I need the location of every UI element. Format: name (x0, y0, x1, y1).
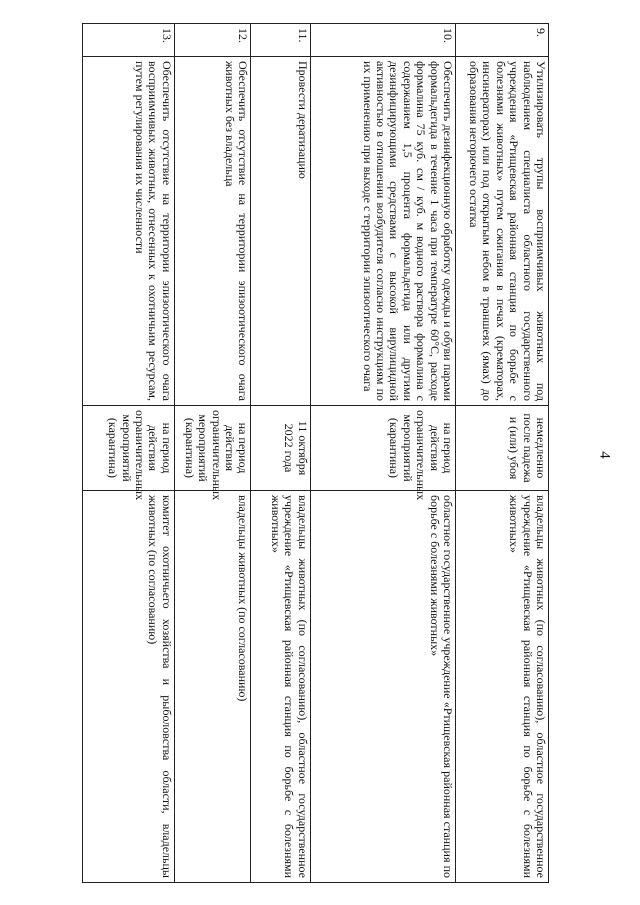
measures-table (82, 23, 549, 883)
table-row (456, 24, 549, 883)
deadline-cell: немедленно после падежа и (или) убоя (456, 406, 549, 491)
rotated-table-container (82, 23, 549, 883)
deadline-cell: 11 октября 2022 года (251, 406, 310, 491)
row-number: 10. (310, 24, 455, 57)
page-number: 4 (596, 451, 613, 459)
row-number: 11. (251, 24, 310, 57)
row-number: 9. (456, 24, 549, 57)
table-row (251, 24, 310, 883)
action-cell: Обеспечить отсутствие на территории эпизоотического очага животных без владельца (174, 57, 251, 406)
deadline-cell: на период действия ограничительных мероприятий (карантина) (310, 406, 455, 491)
executor-cell: владельцы животных (по согласованию), областное государственное учреждение «Ртищевская районная станция по борьбе с болезнями животных» (251, 491, 310, 883)
action-cell: Провести дератизацию (251, 57, 310, 406)
row-number: 13. (83, 24, 175, 57)
executor-cell: владельцы животных (по согласованию), областное государственное учреждение «Ртищевская районная станция по борьбе с болезнями животных» (456, 491, 549, 883)
action-cell: Утилизировать трупы восприимчивых животных под наблюдением специалиста областного государственного учреждения «Ртищевская районная станция по борьбе с болезнями животных» путем сжигания в печах (крематорах, инсинераторах) или под открытым небом в траншеях (ямах) до образования негорючего остатка (456, 57, 549, 406)
executor-cell: владельцы животных (по согласованию) (174, 491, 251, 883)
action-cell: Обеспечить отсутствие на территории эпизоотического очага восприимчивых животных, отнесенных к охотничьим ресурсам, путем регулирования их численности (83, 57, 175, 406)
table-row (174, 24, 251, 883)
executor-cell: областное государственное учреждение «Ртищевская районная станция по борьбе с болезнями животных» (310, 491, 455, 883)
executor-cell: комитет охотничьего хозяйства и рыболовства области, владельцы животных (по согласованию) (83, 491, 175, 883)
table-row (310, 24, 455, 883)
action-cell: Обеспечить дезинфекционную обработку одежды и обуви парами формальдегида в течение 1 часа при температуре 60°С, расходе формалина 75 куб. см / куб. м водного раствора формалина с содержанием 1,5 процента формальдегида или другими дезинфицирующими средствами с высокой вирулицидной активностью в отношении возбудителя согласно инструкциям по их применению при выходе с территории эпизоотического очага (310, 57, 455, 406)
table-row (83, 24, 175, 883)
deadline-cell: на период действия ограничительных мероприятий (карантина) (83, 406, 175, 491)
deadline-cell: на период действия ограничительных мероприятий (карантина) (174, 406, 251, 491)
row-number: 12. (174, 24, 251, 57)
